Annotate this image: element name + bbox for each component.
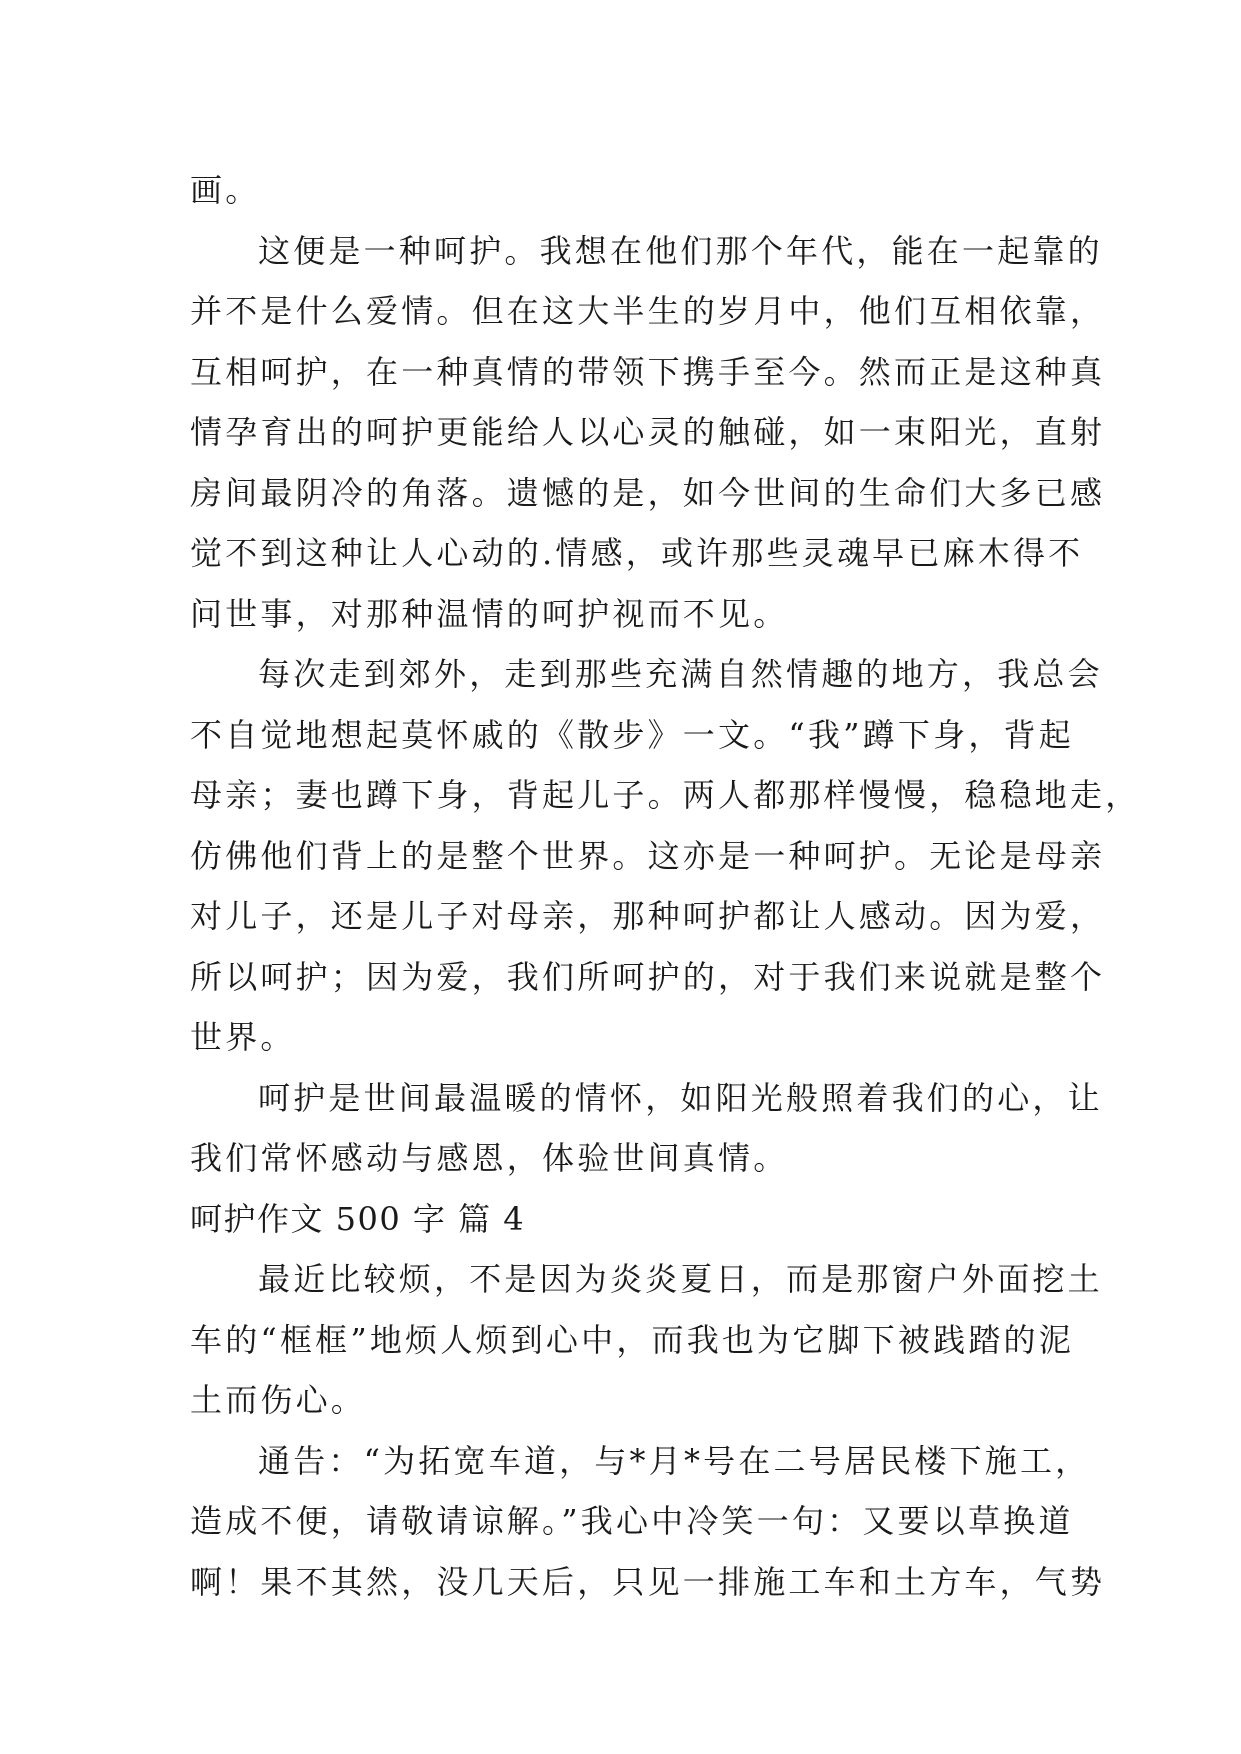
paragraph-start-line: 这便是一种呵护。我想在他们那个年代，能在一起靠的	[258, 231, 1103, 270]
text-line: 房间最阴冷的角落。遗憾的是，如今世间的生命们大多已感	[190, 473, 1106, 512]
paragraph-start-line: 呵护是世间最温暖的情怀，如阳光般照着我们的心，让	[258, 1078, 1103, 1117]
text-line: 并不是什么爱情。但在这大半生的岁月中，他们互相依靠，	[190, 292, 1106, 330]
essay-body	[190, 160, 1141, 1612]
text-line: 啊！果不其然，没几天后，只见一排施工车和土方车，气势	[190, 1562, 1106, 1601]
text-line: 觉不到这种让人心动的.情感，或许那些灵魂早已麻木得不	[190, 534, 1084, 572]
text-line: 互相呵护，在一种真情的带领下携手至今。然而正是这种真	[190, 352, 1106, 391]
text-line: 情孕育出的呵护更能给人以心灵的触碰，如一束阳光，直射	[190, 413, 1106, 451]
text-line: 对儿子，还是儿子对母亲，那种呵护都让人感动。因为爱，	[190, 897, 1106, 935]
text-line: 车的“框框”地烦人烦到心中，而我也为它脚下被践踏的泥	[190, 1320, 1074, 1359]
text-line: 仿佛他们背上的是整个世界。这亦是一种呵护。无论是母亲	[190, 836, 1106, 875]
paragraph-start-line: 通告：“为拓宽车道，与*月*号在二号居民楼下施工，	[258, 1441, 1091, 1480]
section-heading: 呵护作文 500 字 篇 4	[190, 1199, 526, 1238]
text-line: 所以呵护；因为爱，我们所呵护的，对于我们来说就是整个	[190, 957, 1106, 996]
text-line: 母亲；妻也蹲下身，背起儿子。两人都那样慢慢，稳稳地走，	[190, 776, 1141, 814]
text-line: 土而伤心。	[190, 1381, 367, 1419]
paragraph-start-line: 最近比较烦，不是因为炎炎夏日，而是那窗户外面挖土	[258, 1260, 1103, 1298]
paragraph-start-line: 每次走到郊外，走到那些充满自然情趣的地方，我总会	[258, 655, 1103, 693]
text-line: 我们常怀感动与感恩，体验世间真情。	[190, 1139, 789, 1177]
text-line: 问世事，对那种温情的呵护视而不见。	[190, 594, 789, 633]
text-line: 不自觉地想起莫怀戚的《散步》一文。“我”蹲下身，背起	[190, 715, 1074, 754]
text-line: 造成不便，请敬请谅解。”我心中冷笑一句：又要以草换道	[190, 1502, 1074, 1540]
text-line: 画。	[190, 171, 261, 209]
text-line: 世界。	[190, 1018, 296, 1056]
